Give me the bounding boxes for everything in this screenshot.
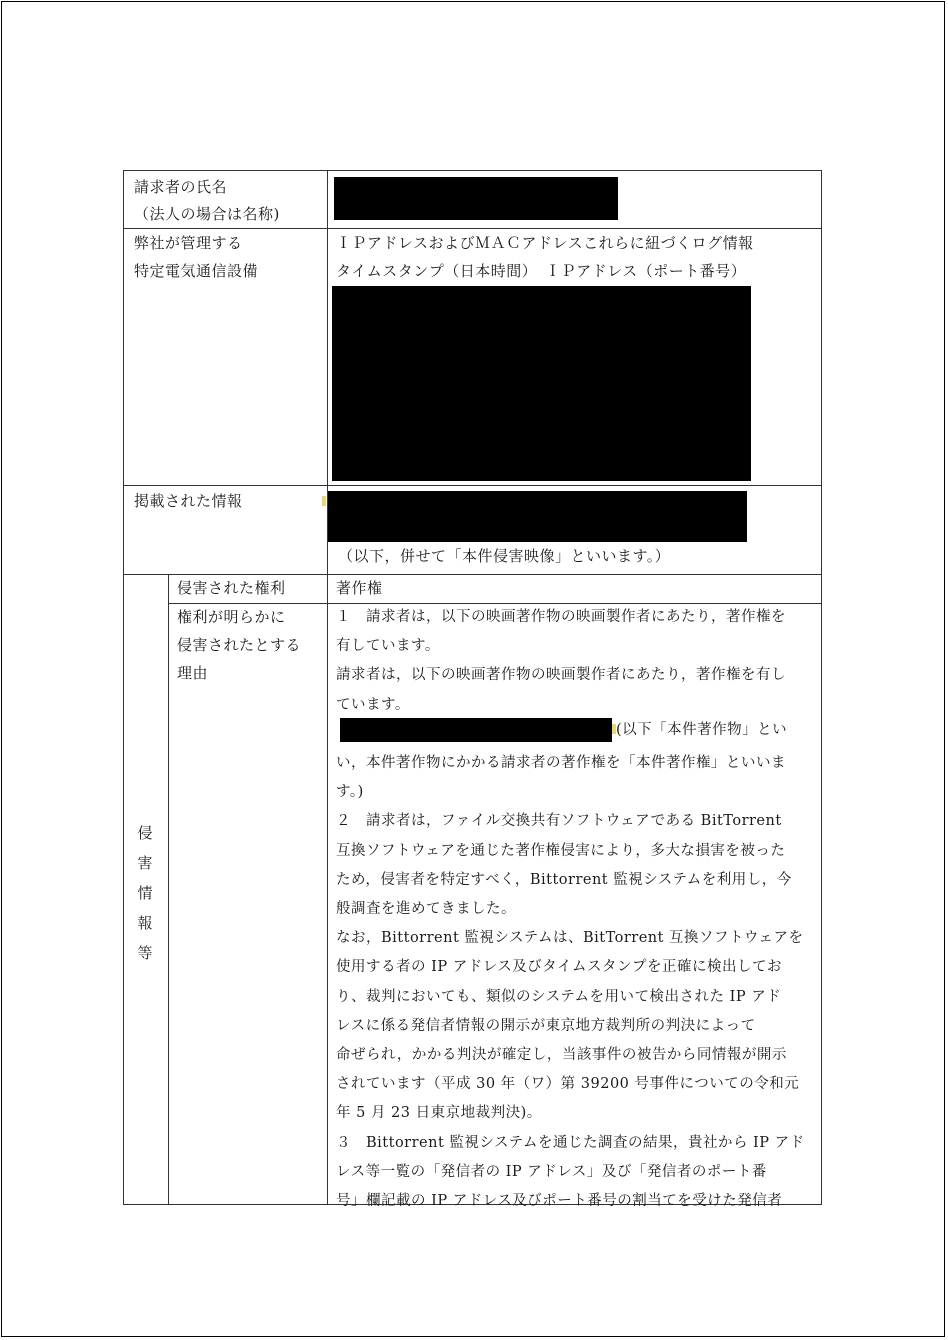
reason-label-line2: 侵害されたとする xyxy=(177,636,302,654)
requester-label-line2: （法人の場合は名称) xyxy=(134,205,280,223)
infringed-right-label: 侵害された権利 xyxy=(177,579,286,597)
equipment-value-line2: タイムスタンプ（日本時間） ＩＰアドレス（ポート番号） xyxy=(336,262,747,280)
equipment-label-line1: 弊社が管理する xyxy=(134,234,243,252)
infringed-right-value: 著作権 xyxy=(336,579,383,597)
highlight-mark xyxy=(322,496,326,506)
reason-body: １ 請求者は，以下の映画著作物の映画製作者にあたり，著作権を 有しています。 請求者は，以下の映画著作物の映画製作者にあたり，著作権を有し ています。 い，本件著作物にかかる請求者の著作権を「本件著作権」といいま す。) ２ 請求者は，ファイル交換共有ソフトウェアである BitTorrent 互換ソフトウェアを通じた著作権侵害により，多大な損害を被った ため，侵害者を特定すべく，Bittorrent 監視システムを利用し，今 般調査を進めてきました。 なお，Bittorrent 監視システムは、BitTorrent 互換ソフトウェアを 使用する者の IP アドレス及びタイムスタンプを正確に検出してお り、裁判においても、類似のシステムを用いて検出された IP アド レスに係る発信者情報の開示が東京地方裁判所の判決によって 命ぜられ，かかる判決が確定し，当該事件の被告から同情報が開示 されています（平成 30 年（ワ）第 39200 号事件についての令和元 年 5 月 23 日東京地裁判決)。 ３ Bittorrent 監視システムを通じた調査の結果，貴社から IP アド レス等一覧の「発信者の IP アドレス」及び「発信者のポート番 号」欄記載の IP アドレス及びポート番号の割当てを受けた発信者 xyxy=(336,609,805,1210)
row-divider xyxy=(124,485,821,486)
posted-info-label: 掲載された情報 xyxy=(134,492,243,510)
column-divider xyxy=(327,171,328,1204)
reason-label-line3: 理由 xyxy=(177,664,209,682)
reason-label-line1: 権利が明らかに xyxy=(177,608,286,626)
equipment-value-line1: ＩＰアドレスおよびＭＡＣアドレスこれらに紐づくログ情報 xyxy=(336,234,754,252)
redacted-work-title xyxy=(340,718,612,742)
column-divider xyxy=(168,574,169,1204)
equipment-label-line2: 特定電気通信設備 xyxy=(134,262,259,280)
infringement-side-label: 侵 害 情 報 等 xyxy=(137,824,153,962)
redacted-log-details xyxy=(332,286,751,481)
redacted-posted-info xyxy=(328,491,747,542)
posted-info-note: （以下，併せて「本件侵害映像」といいます。） xyxy=(338,547,671,565)
work-definition-suffix: (以下「本件著作物」とい xyxy=(616,722,788,738)
redacted-requester-name xyxy=(334,177,618,220)
requester-label-line1: 請求者の氏名 xyxy=(134,178,228,196)
